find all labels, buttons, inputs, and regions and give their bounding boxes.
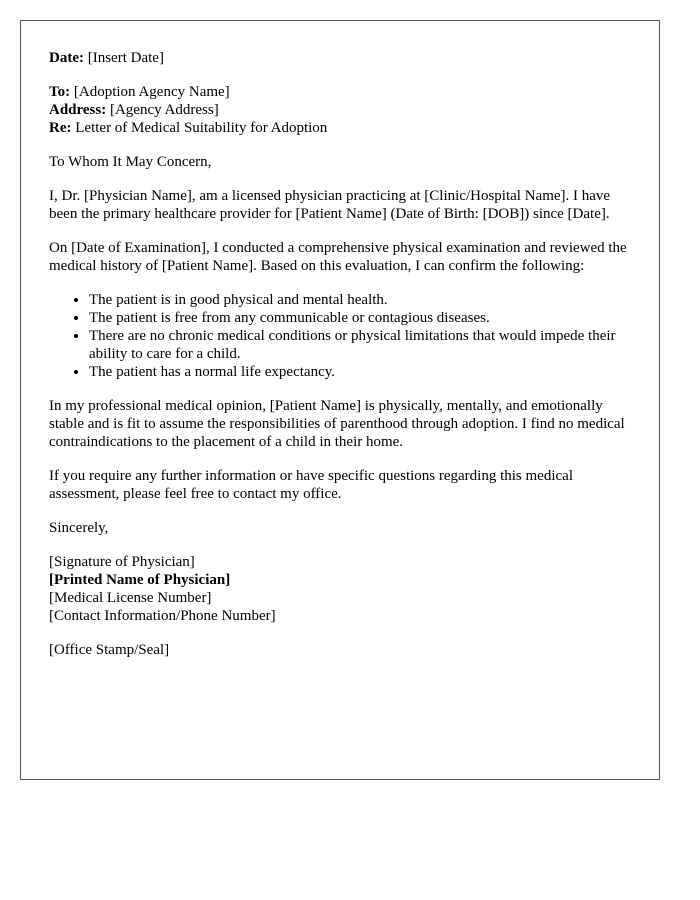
address-label: Address: bbox=[49, 102, 107, 118]
opinion-paragraph: In my professional medical opinion, [Patient Name] is physically, mentally, and emotionally stable and is fit to assume the responsibilities of parenthood through adoption. I find no medical contraindications to the placement of a child in their home. bbox=[49, 398, 625, 450]
contact-info: [Contact Information/Phone Number] bbox=[49, 608, 276, 624]
contact-paragraph: If you require any further information or have specific questions regarding this medical assessment, please feel free to contact my office. bbox=[49, 468, 573, 502]
to-value: [Adoption Agency Name] bbox=[73, 84, 230, 100]
office-stamp: [Office Stamp/Seal] bbox=[49, 642, 170, 658]
letter-page bbox=[20, 20, 660, 780]
re-label: Re: bbox=[49, 120, 72, 136]
to-label: To: bbox=[49, 84, 71, 100]
license-number: [Medical License Number] bbox=[49, 590, 212, 606]
subject-line bbox=[49, 119, 631, 137]
list-item: • The patient is in good physical and mental health. bbox=[89, 291, 631, 309]
re-value: Letter of Medical Suitability for Adoption bbox=[75, 120, 328, 136]
recipient-block bbox=[49, 83, 631, 137]
intro-paragraph: I, Dr. [Physician Name], am a licensed physician practicing at [Clinic/Hospital Name]. I have been the primary healthcare provider for [Patient Name] (Date of Birth: [DOB]) since [Date]. bbox=[49, 188, 611, 222]
signature-line: [Signature of Physician] bbox=[49, 554, 195, 570]
findings-list bbox=[49, 291, 631, 381]
salutation: To Whom It May Concern, bbox=[49, 154, 212, 170]
date-block bbox=[49, 49, 631, 67]
list-item: • The patient has a normal life expectancy. bbox=[89, 363, 631, 381]
date-value: [Insert Date] bbox=[87, 50, 164, 66]
list-item: • The patient is free from any communicable or contagious diseases. bbox=[89, 309, 631, 327]
list-item: • There are no chronic medical conditions or physical limitations that would impede their ability to care for a child. bbox=[89, 327, 631, 363]
exam-paragraph: On [Date of Examination], I conducted a comprehensive physical examination and reviewed the medical history of [Patient Name]. Based on this evaluation, I can confirm the following: bbox=[49, 240, 627, 274]
to-line bbox=[49, 83, 631, 101]
address-value: [Agency Address] bbox=[109, 102, 219, 118]
date-label: Date: bbox=[49, 50, 84, 66]
sign-off: Sincerely, bbox=[49, 520, 109, 536]
signature-block bbox=[49, 553, 631, 625]
address-line bbox=[49, 101, 631, 119]
printed-name: [Printed Name of Physician] bbox=[49, 572, 231, 588]
